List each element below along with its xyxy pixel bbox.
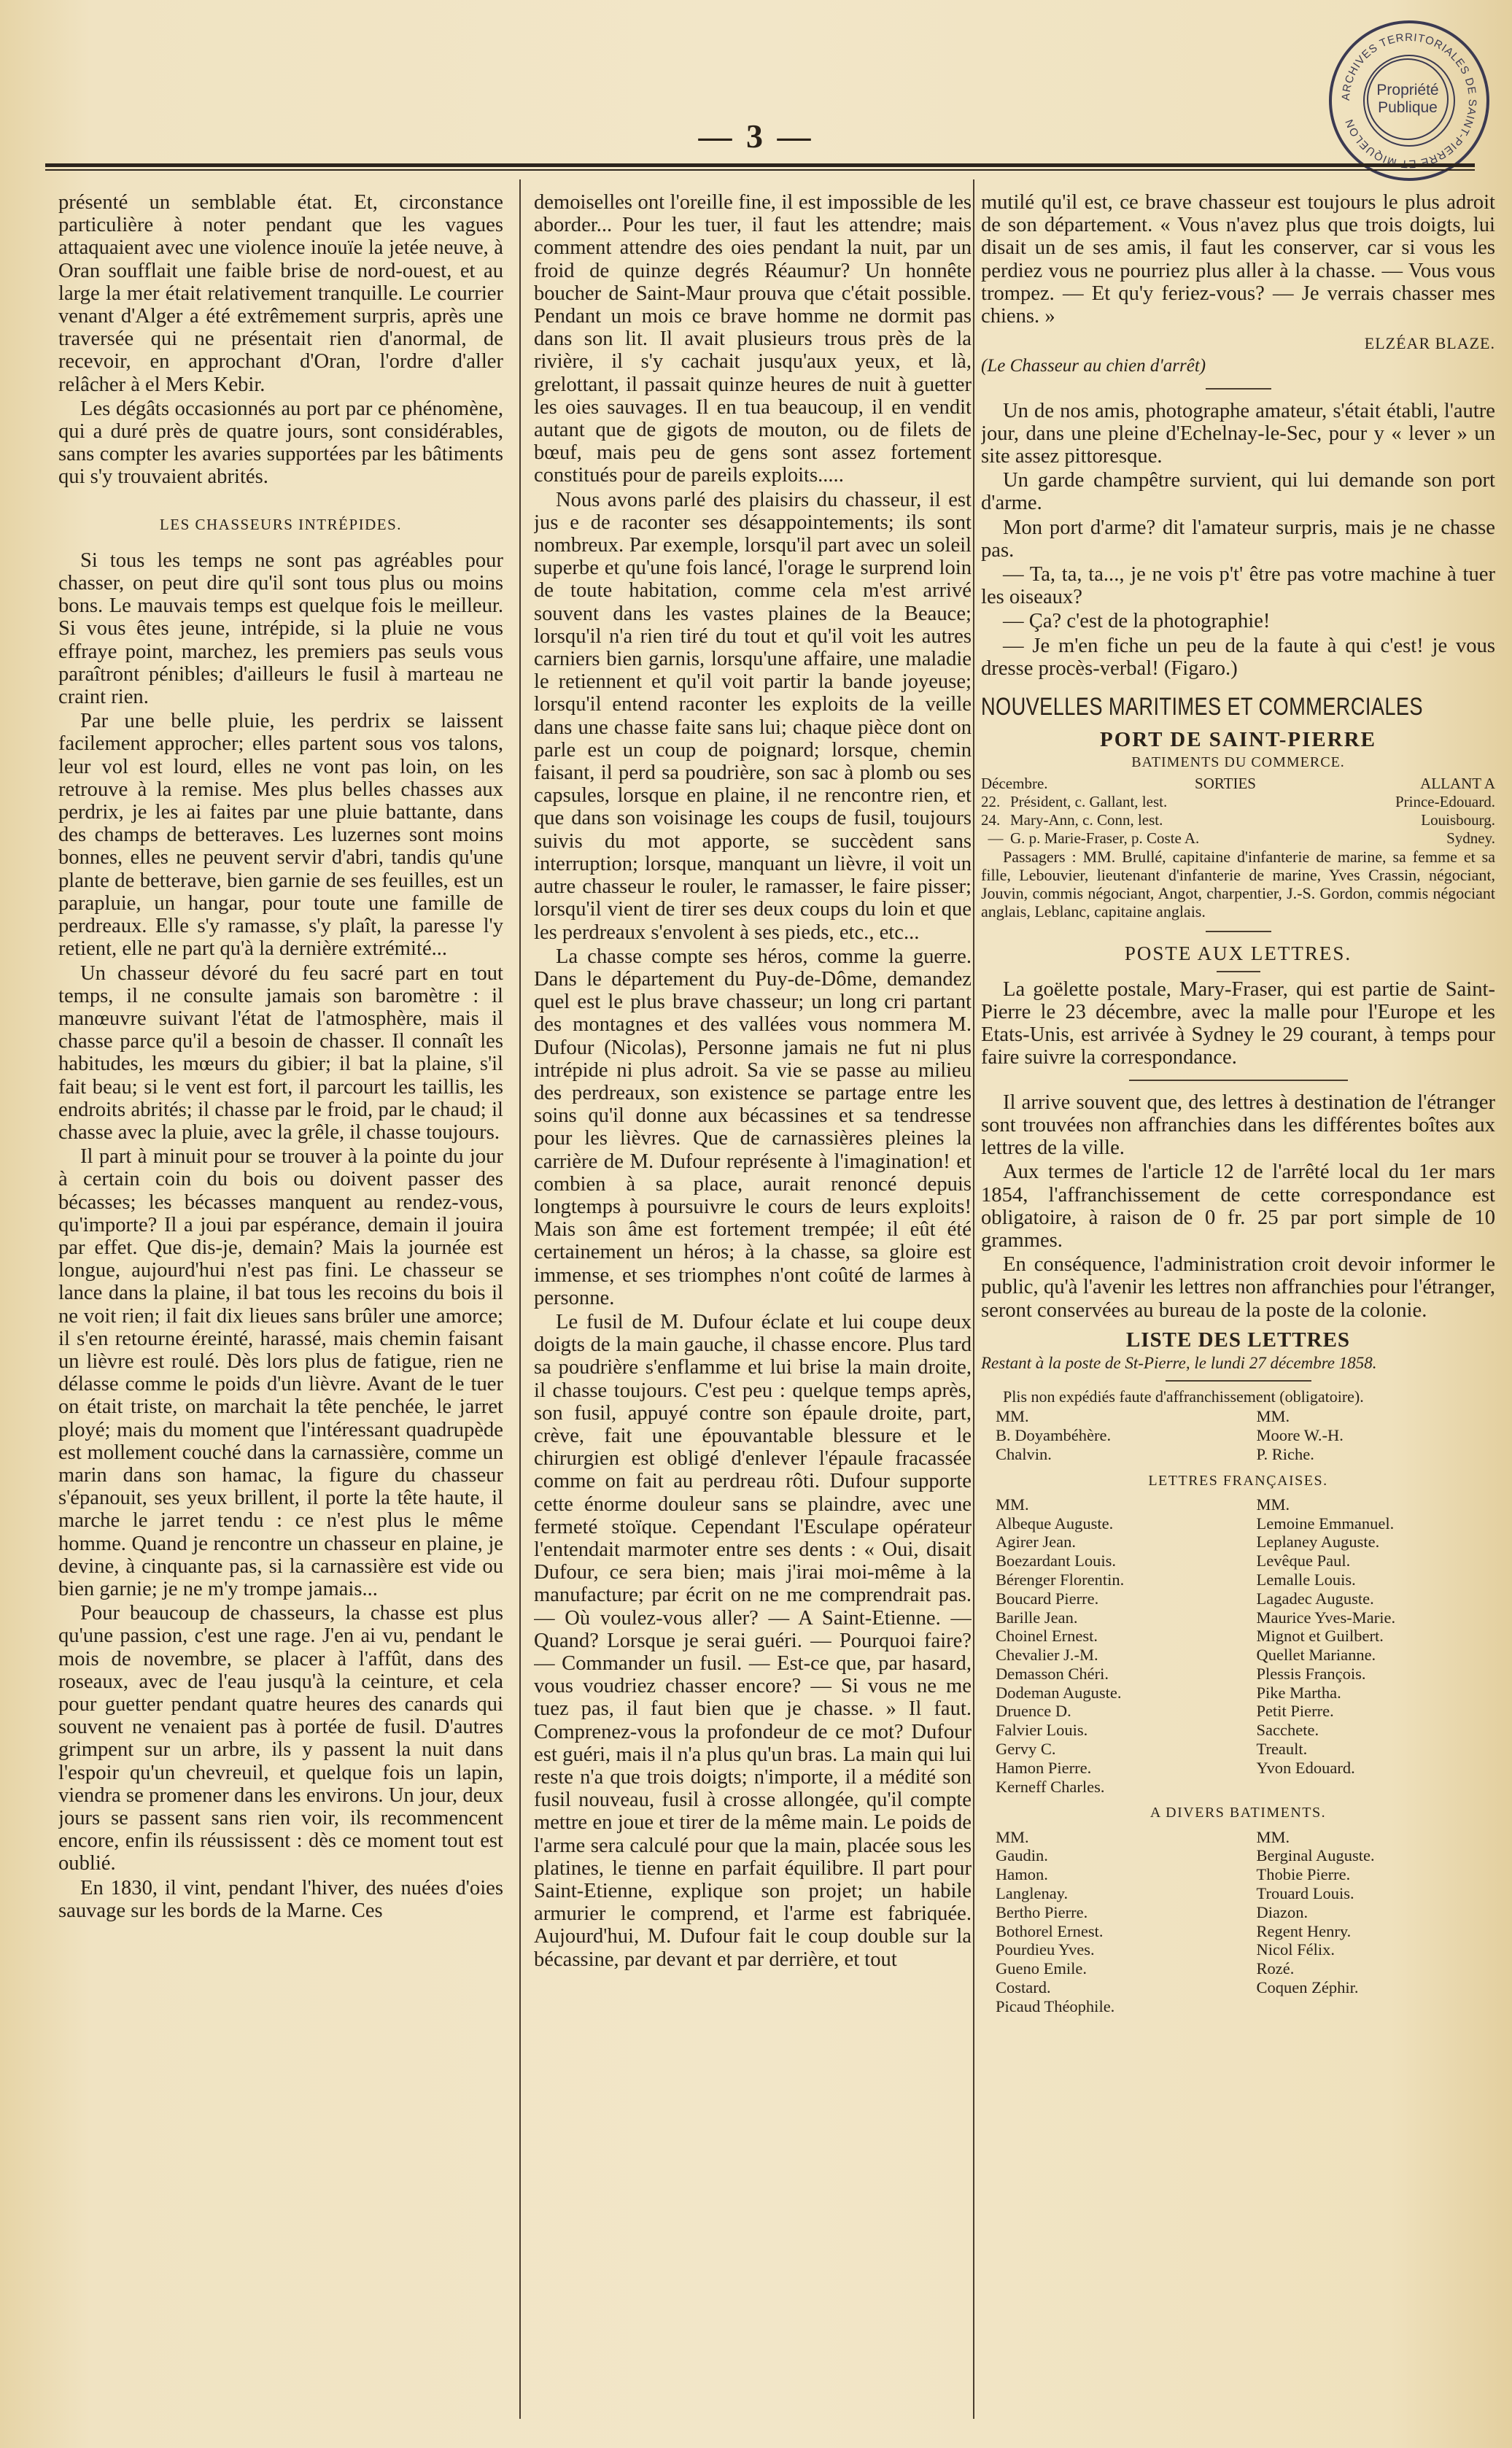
- stamp-line-2: Publique: [1378, 99, 1438, 116]
- ships-letters-list: [981, 1828, 1495, 2016]
- list-item: Dodeman Auguste.: [996, 1683, 1122, 1702]
- archive-stamp: [1329, 20, 1489, 181]
- letters-list-subheading: Restant à la poste de St-Pierre, le lundi 27 décembre 1858.: [981, 1353, 1377, 1372]
- paragraph: La chasse compte ses héros, comme la guerre. Dans le département du Puy-de-Dôme, demandez quel est le plus brave chasseur; un long cri partant des montagnes et des vallées vous nommera M. Dufour (Nicolas), Personne jamais ne fut ni plus intrépide ni plus adroit. Sa vie se passe au milieu des perdreaux, son existence se partage entre les soins qu'il donne aux bécassines et sa tendresse pour les lièvres. Que de carnassières pleines la carrière de M. Dufour représente à l'imagination! et combien à sa place, aurait renoncé depuis longtemps à poursuivre le cours de leurs exploits! Mais son âme est fortement trempée; il eût été certainement un héros; à la chasse, sa gloire est immense, et ses triomphes n'ont coûté de larmes à personne.: [534, 945, 972, 1309]
- paragraph: Si tous les temps ne sont pas agréables pour chasser, on peut dire qu'il sont tous plus ou moins bons. Le mauvais temps est quelque fois le meilleur. Si vous êtes jeune, intrépide, si la pluie ne vous effraye point, marchez, les premiers pas seuls vous paraîtront pénibles; d'ailleurs le fusil à marteau ne craint rien.: [58, 549, 503, 709]
- list-item: Chevalier J.-M.: [996, 1646, 1098, 1665]
- list-item: Regent Henry.: [1256, 1921, 1352, 1940]
- name-column: [1235, 1407, 1496, 1463]
- list-item: Choinel Ernest.: [996, 1627, 1098, 1646]
- list-item: Plessis François.: [1256, 1664, 1366, 1683]
- column-3: [981, 191, 1495, 2430]
- list-item: Treault.: [1256, 1740, 1308, 1759]
- paragraph: La goëlette postale, Mary-Fraser, qui est partie de Saint-Pierre le 23 décembre, avec la malle pour l'Europe et les Etats-Unis, est arrivée à Sydney le 29 courant, à temps pour faire suivre la correspondance.: [981, 977, 1495, 1069]
- header-rule-thin: [45, 169, 1475, 171]
- list-item: Moore W.-H.: [1256, 1425, 1344, 1444]
- list-item: Pike Martha.: [1256, 1683, 1341, 1702]
- list-item: Pourdieu Yves.: [996, 1940, 1095, 1959]
- paragraph: Un chasseur dévoré du feu sacré part en tout temps, il ne consulte jamais son baromètre : il manœuvre suivant l'état de l'atmosphère, mais il chasse parce qu'il a besoin de chasser. Il connaît les habitudes, les mœurs du gibier; il bat la plaine, s'il fait beau; si le vent est fort, il parcourt les taillis, les endroits abrités; il chasse par le froid, par le chaud; il chasse avec la pluie, avec la grêle, il chasse toujours.: [58, 961, 503, 1144]
- article-signature: ELZÉAR BLAZE.: [1364, 334, 1495, 353]
- list-item: MM.: [996, 1827, 1029, 1846]
- list-item: Picaud Théophile.: [996, 1996, 1115, 2015]
- paragraph: Il part à minuit pour se trouver à la pointe du jour à certain coin du bois ou doivent passer des bécasses; les bécasses manquent au rendez-vous, qu'importe? Il a joui par espérance, demain il jouira par effet. Que dis-je, demain? Mais la journée est longue, aujourd'hui n'est pas fini. Le chasseur se lance dans la plaine, il bat tous les recoins du bois il ne voit rien; il fait dix lieues sans brûler une amorce; il s'en retourne éreinté, harassé, mais chemin faisant un lièvre est roulé. Dès lors plus de fatigue, rien ne délasse comme le poids d'un lièvre. Avant de le tuer on était triste, on marchait la tête penchée, le jarret ployé; mais du moment que l'intéressant quadrupède est mollement couché dans la carnassière, comme un marin dans son hamac, la figure du chasseur s'épanouit, ses yeux brillent, il porte la tête haute, il marche le jarret tendu : ce n'est plus le même homme. Quand je rencontre un chasseur en plaine, je devine, à cinquante pas, si la carnassière est vide ou bien garnie; je ne m'y trompe jamais...: [58, 1145, 503, 1600]
- list-item: MM.: [996, 1407, 1029, 1426]
- list-item: Thobie Pierre.: [1256, 1865, 1351, 1884]
- list-item: Gervy C.: [996, 1740, 1056, 1759]
- list-item: Barille Jean.: [996, 1608, 1078, 1627]
- list-item: MM.: [1256, 1827, 1290, 1846]
- page-number: — 3 —: [698, 117, 814, 155]
- list-item: Leplaney Auguste.: [1256, 1533, 1380, 1552]
- name-column: [981, 1495, 1235, 1797]
- list-item: Boezardant Louis.: [996, 1552, 1116, 1570]
- list-item: Bothorel Ernest.: [996, 1921, 1104, 1940]
- table-row: [981, 811, 1495, 829]
- list-item: Mignot et Guilbert.: [1256, 1627, 1384, 1646]
- passengers-note: Passagers : MM. Brullé, capitaine d'infanterie de marine, sa femme et sa fille, Lebouvier, lieutenant d'infanterie de marine, Yves Crassin, négociant, Jouvin, commis négociant, Angot, charpentier, J.-S. Gordon, commis négociant anglais, Leblanc, capitaine anglais.: [981, 847, 1495, 921]
- paragraph: Un garde champêtre survient, qui lui demande son port d'arme.: [981, 469, 1495, 515]
- name-column: [1235, 1828, 1496, 2016]
- list-item: Maurice Yves-Marie.: [1256, 1608, 1396, 1627]
- list-item: Nicol Félix.: [1256, 1940, 1335, 1959]
- list-item: MM.: [1256, 1407, 1290, 1426]
- list-item: Yvon Edouard.: [1256, 1758, 1355, 1777]
- table-cell: Sydney.: [1446, 829, 1495, 847]
- port-heading: PORT DE SAINT-PIERRE: [1099, 728, 1376, 752]
- paragraph: En 1830, il vint, pendant l'hiver, des nuées d'oies sauvage sur les bords de la Marne. Ces: [58, 1876, 503, 1922]
- list-item: Lemoine Emmanuel.: [1256, 1514, 1395, 1533]
- shipping-table-header: [981, 775, 1495, 793]
- list-item: Lagadec Auguste.: [1256, 1589, 1374, 1608]
- paragraph: En conséquence, l'administration croit devoir informer le public, qu'à l'avenir les lettres non affranchies pour l'étranger, seront conservées au bureau de la poste de la colonie.: [981, 1253, 1495, 1322]
- list-item: Rozé.: [1256, 1959, 1295, 1978]
- list-item: P. Riche.: [1256, 1444, 1314, 1463]
- table-cell: —: [988, 829, 1004, 847]
- unstamped-note: Plis non expédiés faute d'affranchissement (obligatoire).: [1003, 1387, 1364, 1406]
- column-divider: [973, 179, 974, 2419]
- name-column: [981, 1828, 1235, 2016]
- list-item: MM.: [996, 1495, 1029, 1514]
- list-item: B. Doyambéhère.: [996, 1425, 1112, 1444]
- header-rule: [45, 163, 1475, 167]
- ships-letters-heading: A DIVERS BATIMENTS.: [1149, 1805, 1327, 1821]
- list-item: Petit Pierre.: [1256, 1702, 1334, 1721]
- paragraph: — Ça? c'est de la photographie!: [1003, 610, 1271, 633]
- column-2: [534, 191, 972, 2430]
- paragraph: Aux termes de l'article 12 de l'arrêté local du 1er mars 1854, l'affranchissement de cette correspondance est obligatoire, à raison de 0 fr. 25 par port simple de 10 grammes.: [981, 1161, 1495, 1252]
- paragraph: Il arrive souvent que, des lettres à destination de l'étranger sont trouvées non affranchies dans les différentes boîtes aux lettres de la ville.: [981, 1091, 1495, 1160]
- table-row: [981, 793, 1495, 811]
- list-item: Demasson Chéri.: [996, 1664, 1109, 1683]
- paragraph: Les dégâts occasionnés au port par ce phénomène, qui a duré près de quatre jours, sont considérables, sans compter les avaries supportées par les bâtiments qui s'y trouvaient abrités.: [58, 397, 503, 489]
- french-letters-list: [981, 1495, 1495, 1797]
- paragraph: Un de nos amis, photographe amateur, s'était établi, l'autre jour, dans une pleine d'Echelnay-le-Sec, pour y « lever » un site assez pittoresque.: [981, 399, 1495, 468]
- list-item: MM.: [1256, 1495, 1290, 1514]
- separator: [1166, 1380, 1311, 1382]
- table-header-cell: SORTIES: [1195, 774, 1256, 792]
- maritime-news-heading: NOUVELLES MARITIMES ET COMMERCIALES: [981, 693, 1423, 721]
- table-row: [981, 829, 1495, 848]
- separator: [1217, 971, 1260, 972]
- letters-list-heading: LISTE DES LETTRES: [1125, 1328, 1351, 1352]
- paragraph: Pour beaucoup de chasseurs, la chasse est plus qu'une passion, c'est une rage. J'en ai vu, pendant le mois de novembre, se placer à l'affût, dans des roseaux, avec de l'eau jusqu'à la ceinture, et cela pour guetter pendant quatre heures des canards qui souvent ne venaient pas à portée de fusil. D'autres grimpent sur un arbre, ils y passent la nuit dans l'espoir qu'un chevreuil, et quelque fois un lapin, viendra se promener dans les environs. Un jour, deux jours se passent sans rien voir, ils recommencent encore, enfin ils réussissent : dès ce moment tout est oublié.: [58, 1602, 503, 1875]
- separator: [1206, 931, 1271, 932]
- table-header-cell: Décembre.: [981, 774, 1048, 792]
- article-source: (Le Chasseur au chien d'arrêt): [981, 356, 1206, 376]
- stamp-ring-text: ARCHIVES TERRITORIALES DE SAINT-PIERRE ET MIQUELON: [1339, 31, 1479, 171]
- table-cell: Président, c. Gallant, lest.: [1010, 792, 1168, 810]
- post-heading: POSTE AUX LETTRES.: [1124, 942, 1352, 964]
- separator: [1129, 1080, 1348, 1081]
- list-item: Hamon Pierre.: [996, 1758, 1092, 1777]
- list-item: Bérenger Florentin.: [996, 1570, 1125, 1589]
- table-cell: G. p. Marie-Fraser, p. Coste A.: [1010, 829, 1200, 847]
- list-item: Berginal Auguste.: [1256, 1846, 1375, 1865]
- list-item: Hamon.: [996, 1865, 1048, 1884]
- table-cell: Mary-Ann, c. Conn, lest.: [1010, 810, 1163, 829]
- name-column: [1235, 1495, 1496, 1797]
- article-title: LES CHASSEURS INTRÉPIDES.: [159, 515, 403, 533]
- list-item: Boucard Pierre.: [996, 1589, 1099, 1608]
- paragraph: Par une belle pluie, les perdrix se laissent facilement approcher; elles partent sous vos talons, leur vol est lourd, elles ne vont pas loin, on les retrouve à la remise. Mes plus belles chasses aux perdrix, je les ai faites par une pluie battante, dans des champs de betteraves. Les luzernes sont moins bonnes, elles ne peuvent servir d'abri, tandis qu'une plante de betterave, bien garnie de ses feuilles, est un parapluie, un hangar, pour toute une famille de perdreaux. Elle s'y ramasse, s'y plaît, la paresse l'y retient, elle ne part qu'à la dernière extrémité...: [58, 710, 503, 961]
- column-divider: [519, 179, 521, 2419]
- table-cell: 24.: [981, 810, 1001, 829]
- name-column: [981, 1407, 1235, 1463]
- paragraph: demoiselles ont l'oreille fine, il est impossible de les aborder... Pour les tuer, il faut les attendre; mais comment attendre des oies pendant la nuit, par un froid de quinze degrés Réaumur? Un honnête boucher de Saint-Maur prouva que c'était possible. Pendant un mois ce brave homme ne dormit pas dans son lit. Il avait plusieurs trous près de la rivière, il s'y cachait jusqu'aux yeux, et là, grelottant, il passait quinze heures de nuit à guetter les oies sauvages. Il en tua beaucoup, il en vendit autant que de gigots de mouton, ou de filets de bœuf, mais peu de gens sont assez fortement constitués pour de pareils exploits.....: [534, 191, 972, 487]
- paragraph: présenté un semblable état. Et, circonstance particulière à noter pendant que les vagues attaquaient avec une violence inouïe la jetée neuve, à Oran soufflait une faible brise de nord-ouest, et au large la mer était relativement tranquille. Le courrier venant d'Alger a été extrêmement surpris, après une traversée qui ne présentait rien d'anormal, de recevoir, en approchant d'Oran, l'ordre d'aller relâcher à el Mers Kebir.: [58, 191, 503, 396]
- list-item: Chalvin.: [996, 1444, 1052, 1463]
- list-item: Druence D.: [996, 1702, 1071, 1721]
- list-item: Trouard Louis.: [1256, 1884, 1354, 1903]
- list-item: Quellet Marianne.: [1256, 1646, 1376, 1665]
- list-item: Gaudin.: [996, 1846, 1048, 1865]
- table-cell: 22.: [981, 792, 1001, 810]
- list-item: Diazon.: [1256, 1902, 1309, 1921]
- list-item: Langlenay.: [996, 1884, 1069, 1903]
- list-item: Bertho Pierre.: [996, 1902, 1088, 1921]
- list-item: Sacchete.: [1256, 1721, 1319, 1740]
- column-1: [58, 191, 503, 2430]
- table-cell: Louisbourg.: [1421, 810, 1495, 829]
- list-item: Costard.: [996, 1978, 1051, 1997]
- list-item: Coquen Zéphir.: [1256, 1978, 1359, 1997]
- list-item: Falvier Louis.: [996, 1721, 1088, 1740]
- paragraph: mutilé qu'il est, ce brave chasseur est toujours le plus adroit de son département. « Vous n'avez plus que trois doigts, lui disait un de ses amis, il faut les conserver, car si vous les perdiez vous ne pourriez plus aller à la chasse. — Vous vous trompez. — Et qu'y feriez-vous? — Je verrais chasser mes chiens. »: [981, 191, 1495, 328]
- french-letters-heading: LETTRES FRANÇAISES.: [1148, 1472, 1328, 1489]
- movement-heading: BATIMENTS DU COMMERCE.: [1131, 754, 1345, 771]
- list-item: Agirer Jean.: [996, 1533, 1076, 1552]
- paragraph: Mon port d'arme? dit l'amateur surpris, mais je ne chasse pas.: [981, 516, 1495, 562]
- list-item: Albeque Auguste.: [996, 1514, 1114, 1533]
- unstamped-list: [981, 1407, 1495, 1463]
- paragraph: Le fusil de M. Dufour éclate et lui coupe deux doigts de la main gauche, il chasse encore. Plus tard sa poudrière s'enflamme et lui brise la main droite, il chasse toujours. C'est peu : quelque temps après, son fusil, appuyé contre son épaule droite, part, crève, fait une épouvantable blessure et le chirurgien est obligé d'enlever l'épaule fracassée comme on fait au perdreau rôti. Dufour supporte cette énorme douleur sans se plaindre, avec une fermeté stoïque. Cependant l'Esculape opérateur l'entendait marmoter entre ses dents : « Oui, disait Dufour, ce sera bien; mais j'irai moi-même à la manufacture; par écrit on ne me comprendrait pas. — Où voulez-vous aller? — A Saint-Etienne. — Quand? Lorsque je serai guéri. — Pourquoi faire? — Commander un fusil. — Est-ce que, par hasard, vous voudriez chasser encore? — Si vous ne me tuez pas, il faut bien que je chasse. » Il faut. Comprenez-vous la profondeur de ce mot? Dufour est guéri, mais il n'a plus qu'un bras. La main qui lui reste n'a que trois doigts; n'importe, il a médité son fusil nouveau, fusil à crosse allongée, qu'il compte mettre en joue et tirer de la même main. Le poids de l'arme sera calculé pour que la main, placée sous les platines, le tienne en parfait équilibre. Il part pour Saint-Etienne, explique son projet; un habile armurier le comprend, et l'arme est fabriquée. Aujourd'hui, M. Dufour fait le coup double sur la bécassine, par devant et par derrière, et tout: [534, 1310, 972, 1971]
- list-item: Levêque Paul.: [1256, 1552, 1351, 1570]
- stamp-line-1: Propriété: [1376, 82, 1439, 98]
- list-item: Lemalle Louis.: [1256, 1570, 1356, 1589]
- list-item: Kerneff Charles.: [996, 1777, 1105, 1796]
- list-item: Gueno Emile.: [996, 1959, 1087, 1978]
- table-cell: Prince-Edouard.: [1395, 792, 1495, 810]
- paragraph: — Ta, ta, ta..., je ne vois p't' être pas votre machine à tuer les oiseaux?: [981, 563, 1495, 609]
- separator: [1206, 388, 1271, 390]
- table-header-cell: ALLANT A: [1420, 774, 1495, 792]
- paragraph: — Je m'en fiche un peu de la faute à qui c'est! je vous dresse procès-verbal! (Figaro.): [981, 634, 1495, 680]
- paragraph: Nous avons parlé des plaisirs du chasseur, il est jus e de raconter ses désappointements; ils sont nombreux. Par exemple, lorsqu'il part avec un soleil superbe et qu'une fois lancé, l'orage le surprend loin de toute habitation, comme cela m'est arrivé souvent dans les vastes plaines de la Beauce; lorsqu'il n'a rien tiré du tout et qu'il voit les autres carniers bien garnis, lorsqu'une affaire, une maladie le retiennent et qu'il voit partir la bande joyeuse; lorsqu'il entend raconter les exploits de la veille dans une chasse faite sans lui; chaque pièce dont on parle est un coup de poignard; lorsque, chemin faisant, il perd sa poudrière, son sac à plomb ou ses capsules, lorsque en plaine, il ne rencontre rien, et que dans son voisinage les coups de fusil, toujours suivis du mot apporte, se succèdent sans interruption; lorsque, manquant un lièvre, il voit un autre chasseur le rouler, le ramasser, le faire pisser; lorsqu'il vient de tirer ses deux coups du loin et que les perdreaux s'envolent à ses pieds, etc., etc...: [534, 488, 972, 944]
